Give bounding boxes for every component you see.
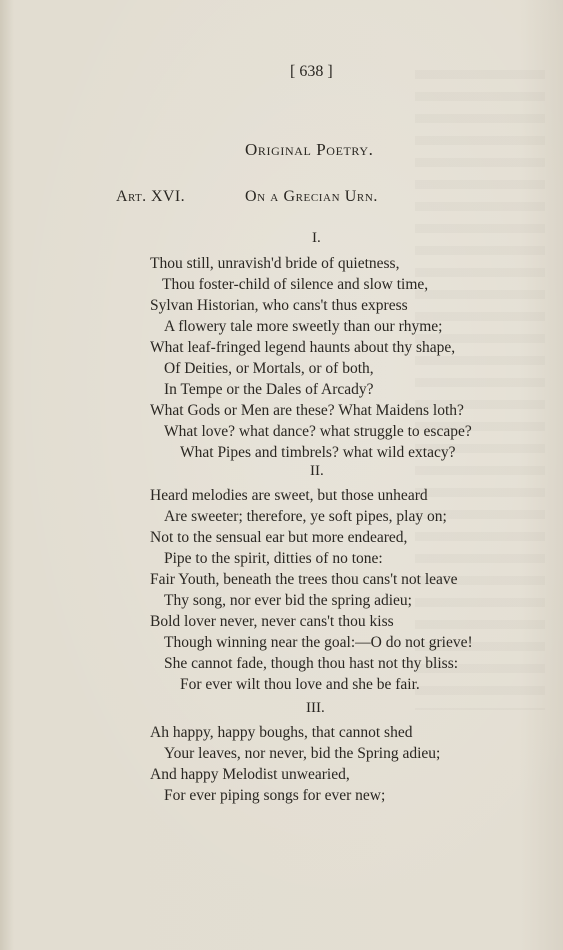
poem-line: Not to the sensual ear but more endeared, bbox=[150, 529, 408, 546]
poem-line: Though winning near the goal:—O do not grieve! bbox=[164, 634, 473, 651]
poem-line: A flowery tale more sweetly than our rhyme; bbox=[164, 318, 443, 335]
poem-line: Thy song, nor ever bid the spring adieu; bbox=[164, 592, 412, 609]
poem-line: She cannot fade, though thou hast not thy bliss: bbox=[164, 655, 459, 672]
poem-line: Ah happy, happy boughs, that cannot shed bbox=[150, 724, 413, 741]
poem-line: Thou still, unravish'd bride of quietness, bbox=[150, 255, 400, 272]
poem-line: For ever wilt thou love and she be fair. bbox=[180, 676, 420, 693]
poem-line: Your leaves, nor never, bid the Spring adieu; bbox=[164, 745, 441, 762]
section-heading: Original Poetry. bbox=[245, 140, 374, 159]
show-through-texture bbox=[415, 70, 545, 710]
poem-line: What Pipes and timbrels? what wild extacy? bbox=[180, 444, 456, 461]
poem-line: For ever piping songs for ever new; bbox=[164, 787, 386, 804]
poem-line: Sylvan Historian, who cans't thus express bbox=[150, 297, 408, 314]
poem-line: What leaf-fringed legend haunts about thy shape, bbox=[150, 339, 456, 356]
poem-line: What love? what dance? what struggle to escape? bbox=[164, 423, 472, 440]
stanza-number: I. bbox=[312, 230, 321, 246]
article-label: Art. XVI. bbox=[116, 188, 185, 205]
poem-line: Bold lover never, never cans't thou kiss bbox=[150, 613, 394, 630]
poem-line: Pipe to the spirit, ditties of no tone: bbox=[164, 550, 383, 567]
poem-line: And happy Melodist unwearied, bbox=[150, 766, 350, 783]
poem-line: In Tempe or the Dales of Arcady? bbox=[164, 381, 374, 398]
stanza-number: II. bbox=[310, 463, 324, 479]
poem-line: Heard melodies are sweet, but those unheard bbox=[150, 487, 428, 504]
poem-line: Thou foster-child of silence and slow time, bbox=[162, 276, 429, 293]
poem-line: What Gods or Men are these? What Maidens loth? bbox=[150, 402, 464, 419]
poem-title: On a Grecian Urn. bbox=[245, 188, 378, 205]
poem-line: Fair Youth, beneath the trees thou cans't not leave bbox=[150, 571, 458, 588]
poem-line: Of Deities, or Mortals, or of both, bbox=[164, 360, 374, 377]
stanza-number: III. bbox=[306, 700, 325, 716]
page-number: [ 638 ] bbox=[290, 63, 333, 80]
poem-line: Are sweeter; therefore, ye soft pipes, play on; bbox=[164, 508, 447, 525]
